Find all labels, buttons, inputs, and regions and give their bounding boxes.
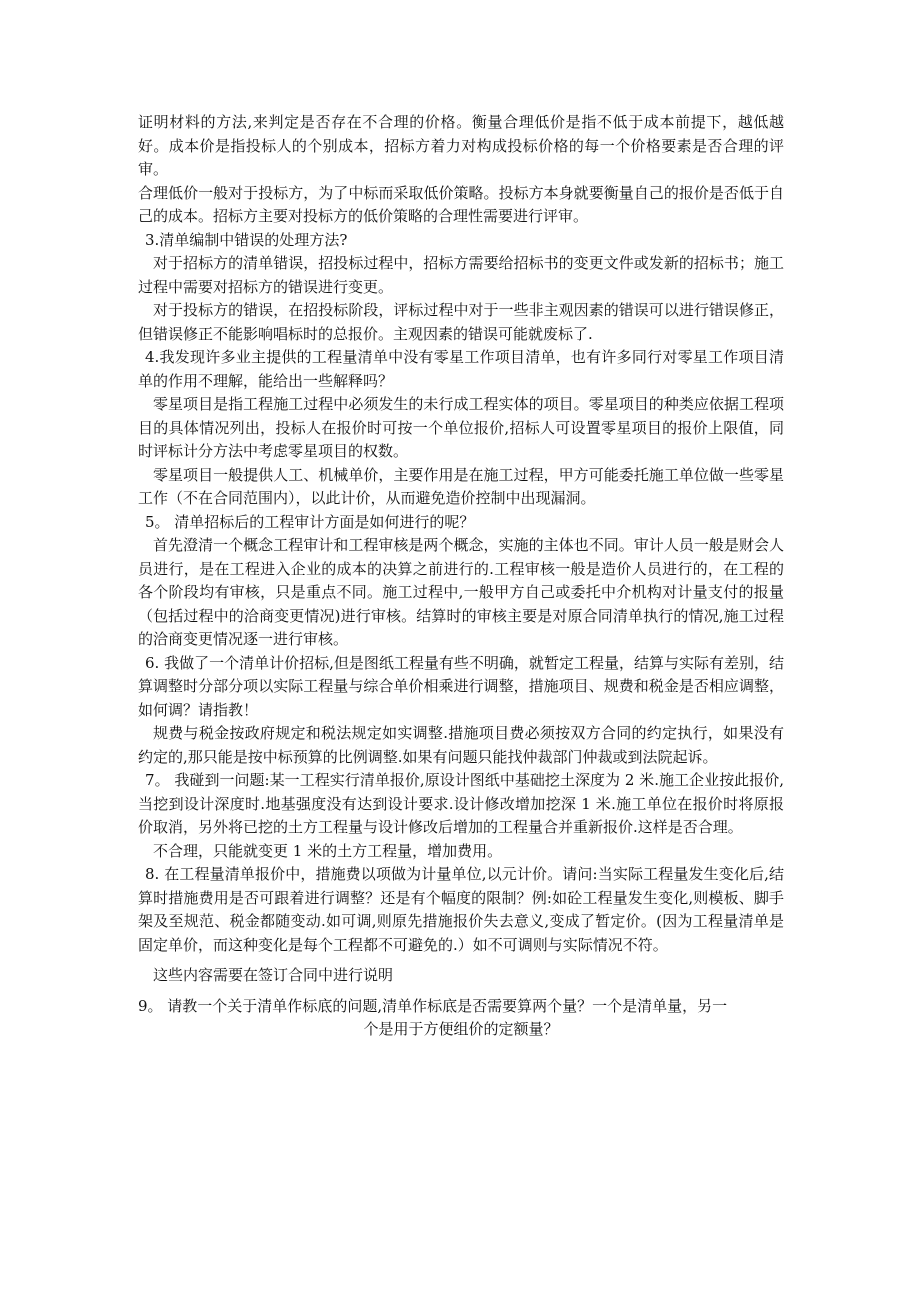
paragraph-bidder-errors: 对于投标方的错误，在招投标阶段，评标过程中对于一些非主观因素的错误可以进行错误修正，但错误修正不能影响唱标时的总报价。主观因素的错误可能就废标了. — [138, 301, 784, 343]
paragraph-low-price-strategy: 合理低价一般对于投标方，为了中标而采取低价策略。投标方本身就要衡量自己的报价是否低于自己的成本。招标方主要对投标方的低价策略的合理性需要进行评审。 — [138, 183, 784, 225]
paragraph-audit-vs-review: 首先澄清一个概念工程审计和工程审核是两个概念，实施的主体也不同。审计人员一般是财会人员进行，是在工程进入企业的成本的决算之前进行的.工程审核一般是造价人员进行的，在工程的各个阶段均有审核，只是重点不同。施工过程中,一般甲方自己或委托中介机构对计量支付的报量（包括过程中的洽商变更情况)进行审核。结算时的审核主要是对原合同清单执行的情况,施工过程的洽商变更情况逐一进行审核。 — [138, 536, 784, 648]
paragraph-low-price-definition: 证明材料的方法,来判定是否存在不合理的价格。衡量合理低价是指不低于成本前提下，越低越好。成本价是指投标人的个别成本，招标方着力对构成投标价格的每一个价格要素是否合理的评审。 — [138, 113, 784, 178]
question-3-heading: 3.清单编制中错误的处理方法? — [145, 230, 348, 249]
question-7-heading: 7。 我碰到一问题:某一工程实行清单报价,原设计图纸中基础挖土深度为 2 米.施工企业按此报价,当挖到设计深度时.地基强度没有达到设计要求.设计修改增加挖深 1 米.施工单位在报价时将原报价取消，另外将已挖的土方工程量与设计修改后增加的工程量合并重新报价.这样是否合理。 — [138, 771, 784, 836]
paragraph-contract-note: 这些内容需要在签订合同中进行说明 — [153, 966, 394, 984]
question-9-continuation: 个是用于方便组价的定额量？ — [363, 1020, 559, 1038]
paragraph-tenderer-errors: 对于招标方的清单错误，招投标过程中，招标方需要给招标书的变更文件或发新的招标书；施工过程中需要对招标方的错误进行变更。 — [138, 254, 784, 296]
paragraph-fees-and-taxes: 规费与税金按政府规定和税法规定如实调整.措施项目费必须按双方合同的约定执行，如果没有约定的,那只能是按中标预算的比例调整.如果有问题只能找仲裁部门仲裁或到法院起诉。 — [138, 724, 784, 766]
paragraph-sporadic-items: 零星项目是指工程施工过程中必须发生的未行成工程实体的项目。零星项目的种类应依据工程项目的具体情况列出，投标人在报价时可按一个单位报价,招标人可设置零星项目的报价上限值，同时评标计分方法中考虑零星项目的权数。 — [138, 395, 784, 460]
paragraph-sporadic-prices: 零星项目一般提供人工、机械单价，主要作用是在施工过程，甲方可能委托施工单位做一些零星工作（不在合同范围内），以此计价，从而避免造价控制中出现漏洞。 — [138, 465, 784, 507]
question-9-heading: 9。 请教一个关于清单作标底的问题,清单作标底是否需要算两个量？一个是清单量，另一 — [138, 996, 728, 1015]
question-4-heading: 4.我发现许多业主提供的工程量清单中没有零星工作项目清单，也有许多同行对零星工作项目清单的作用不理解，能给出一些解释吗？ — [138, 348, 784, 390]
question-8-heading: 8. 在工程量清单报价中，措施费以项做为计量单位,以元计价。请问:当实际工程量发生变化后,结算时措施费用是否可跟着进行调整？还是有个幅度的限制？例:如砼工程量发生变化,则模板、脚手架及至规范、税金都随变动.如可调,则原先措施报价失去意义,变成了暂定价。(因为工程量清单是固定单价，而这种变化是每个工程都不可避免的.）如不可调则与实际情况不符。 — [138, 865, 784, 954]
paragraph-not-reasonable: 不合理，只能就变更 1 米的土方工程量，增加费用。 — [153, 841, 503, 860]
question-5-heading: 5。 清单招标后的工程审计方面是如何进行的呢？ — [145, 512, 475, 531]
question-6-heading: 6. 我做了一个清单计价招标,但是图纸工程量有些不明确，就暂定工程量，结算与实际有差别，结算调整时分部分项以实际工程量与综合单价相乘进行调整，措施项目、规费和税金是否相应调整，如何调？请指教！ — [138, 653, 784, 719]
document-body — [138, 111, 784, 1042]
